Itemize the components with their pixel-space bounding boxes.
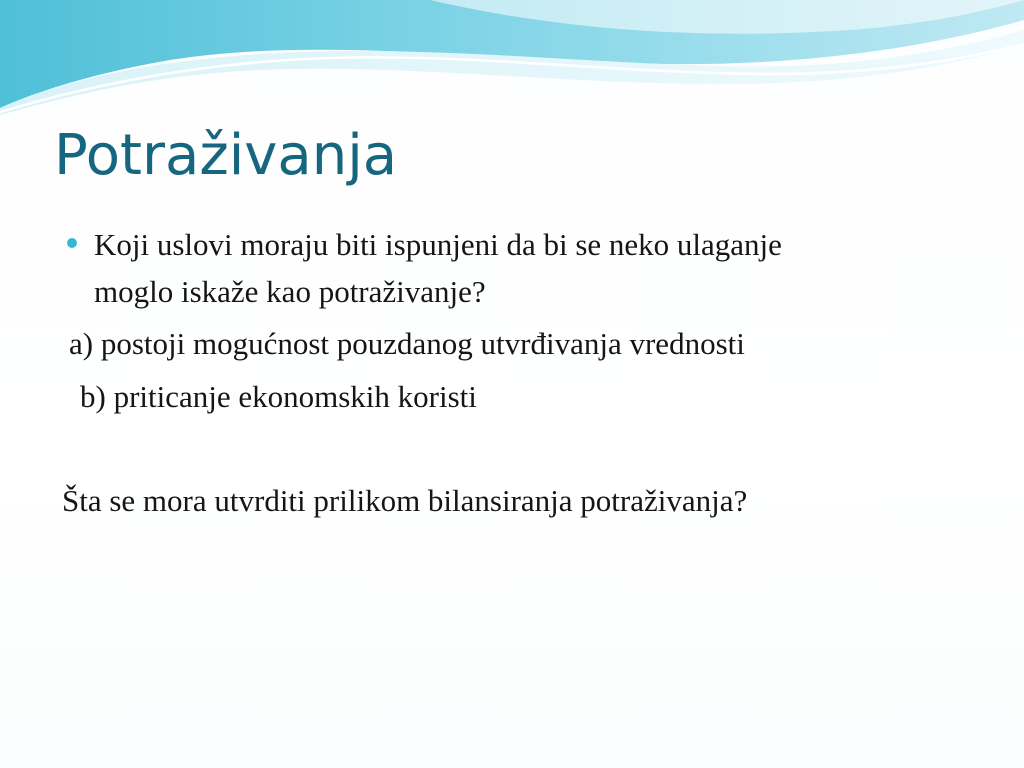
item-a: a) postoji mogućnost pouzdanog utvrđivanja vrednosti [69,326,745,361]
round-bullet-icon [67,238,77,248]
question-line: Šta se mora utvrditi prilikom bilansiranja potraživanja? [62,483,748,518]
slide-title: Potraživanja [54,123,398,188]
item-b: b) priticanje ekonomskih koristi [80,379,477,414]
bullet-line-2: moglo iskaže kao potraživanje? [94,274,486,309]
bullet-line-1: Koji uslovi moraju biti ispunjeni da bi se neko ulaganje [94,227,782,262]
